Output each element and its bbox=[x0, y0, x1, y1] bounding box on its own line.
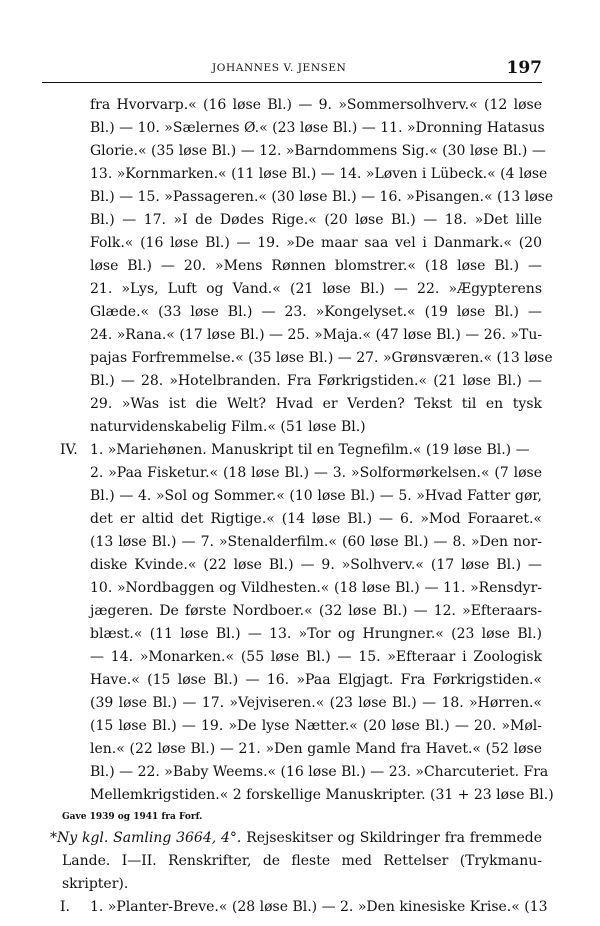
entry-title: Ny kgl. Samling 3664, 4°. bbox=[57, 830, 242, 846]
text-line: diske Kvinde.« (22 løse Bl.) — 9. »Solhverv.« (17 løse Bl.) — bbox=[90, 557, 542, 573]
text-line: 2. »Paa Fisketur.« (18 løse Bl.) — 3. »Solformørkelsen.« (7 løse bbox=[90, 465, 542, 481]
text-line: Folk.« (16 løse Bl.) — 19. »De maar saa vel i Danmark.« (20 bbox=[90, 235, 542, 251]
text-line: 10. »Nordbaggen og Vildhesten.« (18 løse Bl.) — 11. »Rensdyr- bbox=[90, 580, 542, 596]
header-rule bbox=[42, 82, 542, 83]
text-line: 1. »Mariehønen. Manuskript til en Tegnefilm.« (19 løse Bl.) — bbox=[90, 442, 530, 458]
text-line: (13 løse Bl.) — 7. »Stenalderfilm.« (60 løse Bl.) — 8. »Den nor- bbox=[90, 534, 542, 550]
text-line: fra Hvorvarp.« (16 løse Bl.) — 9. »Sommersolhverv.« (12 løse bbox=[90, 97, 542, 113]
text-line: pajas Forfremmelse.« (35 løse Bl.) — 27. »Grønsværen.« (13 løse bbox=[90, 350, 553, 366]
text-line: len.« (22 løse Bl.) — 21. »Den gamle Mand fra Havet.« (52 løse bbox=[90, 741, 542, 757]
section-label: I. bbox=[60, 899, 70, 915]
section-label: IV. bbox=[60, 442, 78, 458]
text-line: Mellemkrigstiden.« 2 forskellige Manuskripter. (31 + 23 løse Bl.) bbox=[90, 787, 554, 803]
text-line: skripter). bbox=[62, 876, 129, 892]
text-line: 29. »Was ist die Welt? Hvad er Verden? Tekst til en tysk bbox=[90, 396, 542, 412]
text-line: naturvidenskabelig Film.« (51 løse Bl.) bbox=[90, 419, 366, 435]
text-line: 1. »Planter-Breve.« (28 løse Bl.) — 2. »Den kinesiske Krise.« (13 bbox=[90, 899, 548, 915]
text-line: det er altid det Rigtige.« (14 løse Bl.) — 6. »Mod Foraaret.« bbox=[90, 511, 542, 527]
text-line: Bl.) — 10. »Sælernes Ø.« (23 løse Bl.) — 11. »Dronning Hatasus bbox=[90, 120, 545, 136]
text-line: Have.« (15 løse Bl.) — 16. »Paa Elgjagt. Fra Førkrigstiden.« bbox=[90, 672, 542, 688]
page-body bbox=[0, 94, 600, 919]
text-line: (15 løse Bl.) — 19. »De lyse Nætter.« (20 løse Bl.) — 20. »Møl- bbox=[90, 718, 542, 734]
text-line: 24. »Rana.« (17 løse Bl.) — 25. »Maja.« (47 løse Bl.) — 26. »Tu- bbox=[90, 327, 543, 343]
text-line: Bl.) — 28. »Hotelbranden. Fra Førkrigstiden.« (21 løse Bl.) — bbox=[90, 373, 542, 389]
page-number: 197 bbox=[506, 58, 542, 78]
text-line: løse Bl.) — 20. »Mens Rønnen blomstrer.« (18 løse Bl.) — bbox=[90, 258, 542, 274]
text-line: Bl.) — 22. »Baby Weems.« (16 løse Bl.) — 23. »Charcuteriet. Fra bbox=[90, 764, 549, 780]
catalog-entry-first-line bbox=[0, 827, 542, 850]
text-line: Bl.) — 17. »I de Dødes Rige.« (20 løse Bl.) — 18. »Det lille bbox=[90, 212, 542, 228]
page-header bbox=[42, 58, 542, 80]
text-line: blæst.« (11 løse Bl.) — 13. »Tor og Hrungner.« (23 løse Bl.) bbox=[90, 626, 542, 642]
text-line: 21. »Lys, Luft og Vand.« (21 løse Bl.) — 22. »Ægypterens bbox=[90, 281, 542, 297]
text-line: Bl.) — 15. »Passageren.« (30 løse Bl.) — 16. »Pisangen.« (13 løse bbox=[90, 189, 554, 205]
text-line: jægeren. De første Nordboer.« (32 løse Bl.) — 12. »Efteraars- bbox=[90, 603, 542, 619]
running-head: JOHANNES V. JENSEN bbox=[212, 62, 347, 74]
text-line: Bl.) — 4. »Sol og Sommer.« (10 løse Bl.) — 5. »Hvad Fatter gør, bbox=[90, 488, 542, 504]
section-iv-first-line bbox=[0, 439, 600, 462]
text-line: Glorie.« (35 løse Bl.) — 12. »Barndommens Sig.« (30 løse Bl.) — bbox=[90, 143, 546, 159]
entry-star: * bbox=[50, 830, 57, 846]
text-line: (39 løse Bl.) — 17. »Vejviseren.« (23 løse Bl.) — 18. »Hørren.« bbox=[90, 695, 542, 711]
section-i-first-line bbox=[0, 896, 600, 919]
text-line: — 14. »Monarken.« (55 løse Bl.) — 15. »Efteraar i Zoologisk bbox=[90, 649, 542, 665]
text-line: 13. »Kornmarken.« (11 løse Bl.) — 14. »Løven i Lübeck.« (4 løse bbox=[90, 166, 548, 182]
text-line: Lande. I—II. Renskrifter, de fleste med Rettelser (Trykmanu- bbox=[62, 853, 542, 869]
text-line: Glæde.« (33 løse Bl.) — 23. »Kongelyset.« (19 løse Bl.) — bbox=[90, 304, 542, 320]
gift-note: Gave 1939 og 1941 fra Forf. bbox=[62, 812, 203, 822]
text-line: Rejseskitser og Skildringer fra fremmede bbox=[241, 830, 542, 846]
